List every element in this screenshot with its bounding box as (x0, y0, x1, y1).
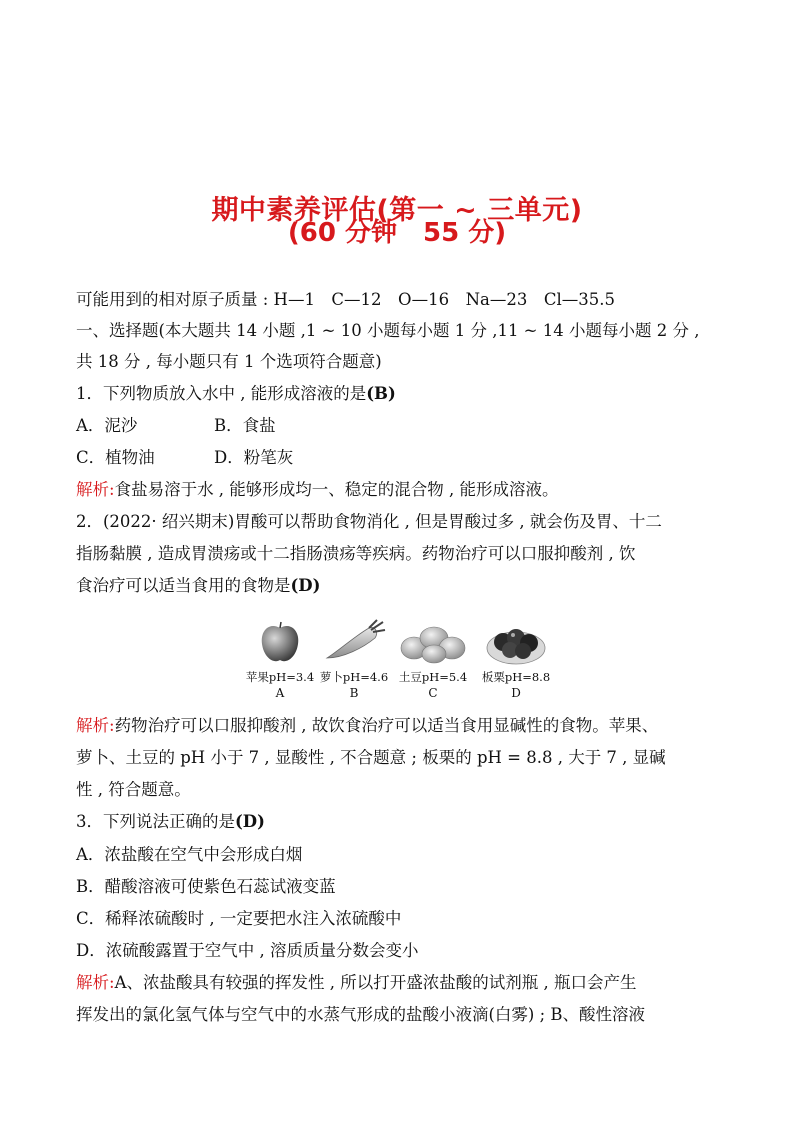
question-1-options-row2 (76, 448, 726, 468)
question-1-stem (76, 384, 726, 404)
question-3-option-d: D．浓硫酸露置于空气中 , 溶质质量分数会变小 (76, 941, 419, 960)
figure-chestnut (479, 618, 553, 700)
section-heading-line1: 一、选择题(本大题共 14 小题 ,1 ~ 10 小题每小题 1 分 ,11 ~ 14 小题每小题 2 分 , (76, 321, 700, 340)
question-3-option-a: A．浓盐酸在空气中会形成白烟 (76, 845, 303, 864)
apple-icon (256, 618, 304, 666)
question-3-analysis-line2: 挥发出的氯化氢气体与空气中的水蒸气形成的盐酸小液滴(白雾) ; B、酸性溶液 (76, 1005, 646, 1024)
figure-carrot (317, 618, 391, 700)
figure-letter-a: A (275, 686, 285, 700)
question-2-analysis-line2: 萝卜、土豆的 pH 小于 7 , 显酸性 , 不合题意 ; 板栗的 pH = 8.8 , 大于 7 , 显碱 (76, 748, 666, 767)
analysis-label: 解析: (76, 973, 115, 992)
atomic-masses: 可能用到的相对原子质量 : H—1 C—12 O—16 Na—23 Cl—35.5 (76, 290, 615, 309)
question-3-answer: (D) (235, 812, 265, 831)
question-3-option-b: B．醋酸溶液可使紫色石蕊试液变蓝 (76, 877, 336, 896)
question-1-option-d: D．粉笔灰 (214, 448, 294, 467)
food-figures (243, 618, 563, 708)
question-1-answer: (B) (366, 384, 396, 403)
figure-caption-d: 板栗pH=8.8 (481, 670, 551, 684)
question-2-text: 食治疗可以适当食用的食物是 (76, 576, 291, 595)
question-3-stem (76, 812, 726, 832)
question-1-option-b: B．食盐 (214, 416, 276, 435)
potato-icon (398, 618, 468, 666)
question-1-text: 1．下列物质放入水中 , 能形成溶液的是 (76, 384, 367, 403)
analysis-text: 食盐易溶于水 , 能够形成均一、稳定的混合物 , 能形成溶液。 (114, 480, 559, 499)
question-1-options-row1 (76, 416, 726, 436)
question-3-option-c: C．稀释浓硫酸时 , 一定要把水注入浓硫酸中 (76, 909, 402, 928)
figure-caption-a: 苹果pH=3.4 (245, 670, 315, 684)
analysis-label: 解析: (76, 716, 115, 735)
page-title: 期中素养评估(第一 ~ 三单元) (211, 195, 583, 226)
question-2-analysis-line1 (76, 716, 726, 736)
question-3-analysis-line1 (76, 973, 726, 993)
question-2-line2: 指肠黏膜 , 造成胃溃疡或十二指肠溃疡等疾病。药物治疗可以口服抑酸剂 , 饮 (76, 544, 636, 563)
figure-apple (243, 618, 317, 700)
figure-letter-d: D (511, 686, 521, 700)
section-heading-line2: 共 18 分 , 每小题只有 1 个选项符合题意) (76, 352, 382, 371)
figure-letter-b: B (349, 686, 359, 700)
carrot-icon (321, 618, 387, 666)
question-3-text: 3．下列说法正确的是 (76, 812, 235, 831)
question-2-line1: 2．(2022· 绍兴期末)胃酸可以帮助食物消化 , 但是胃酸过多 , 就会伤及胃、十二 (76, 512, 662, 531)
page-subtitle: (60 分钟 55 分) (287, 218, 507, 248)
figure-caption-c: 土豆pH=5.4 (398, 670, 468, 684)
analysis-text: A、浓盐酸具有较强的挥发性 , 所以打开盛浓盐酸的试剂瓶 , 瓶口会产生 (114, 973, 637, 992)
question-1-option-a: A．泥沙 (76, 416, 138, 435)
analysis-label: 解析: (76, 480, 115, 499)
figure-caption-b: 萝卜pH=4.6 (319, 670, 389, 684)
question-2-answer: (D) (290, 576, 321, 595)
figure-potato (396, 618, 470, 700)
analysis-text: 药物治疗可以口服抑酸剂 , 故饮食治疗可以适当食用显碱性的食物。苹果、 (114, 716, 659, 735)
question-1-analysis (76, 480, 726, 500)
question-2-line3 (76, 576, 726, 596)
figure-letter-c: C (428, 686, 438, 700)
question-2-analysis-line3: 性 , 符合题意。 (76, 780, 191, 799)
question-1-option-c: C．植物油 (76, 448, 155, 467)
chestnut-icon (485, 618, 547, 666)
